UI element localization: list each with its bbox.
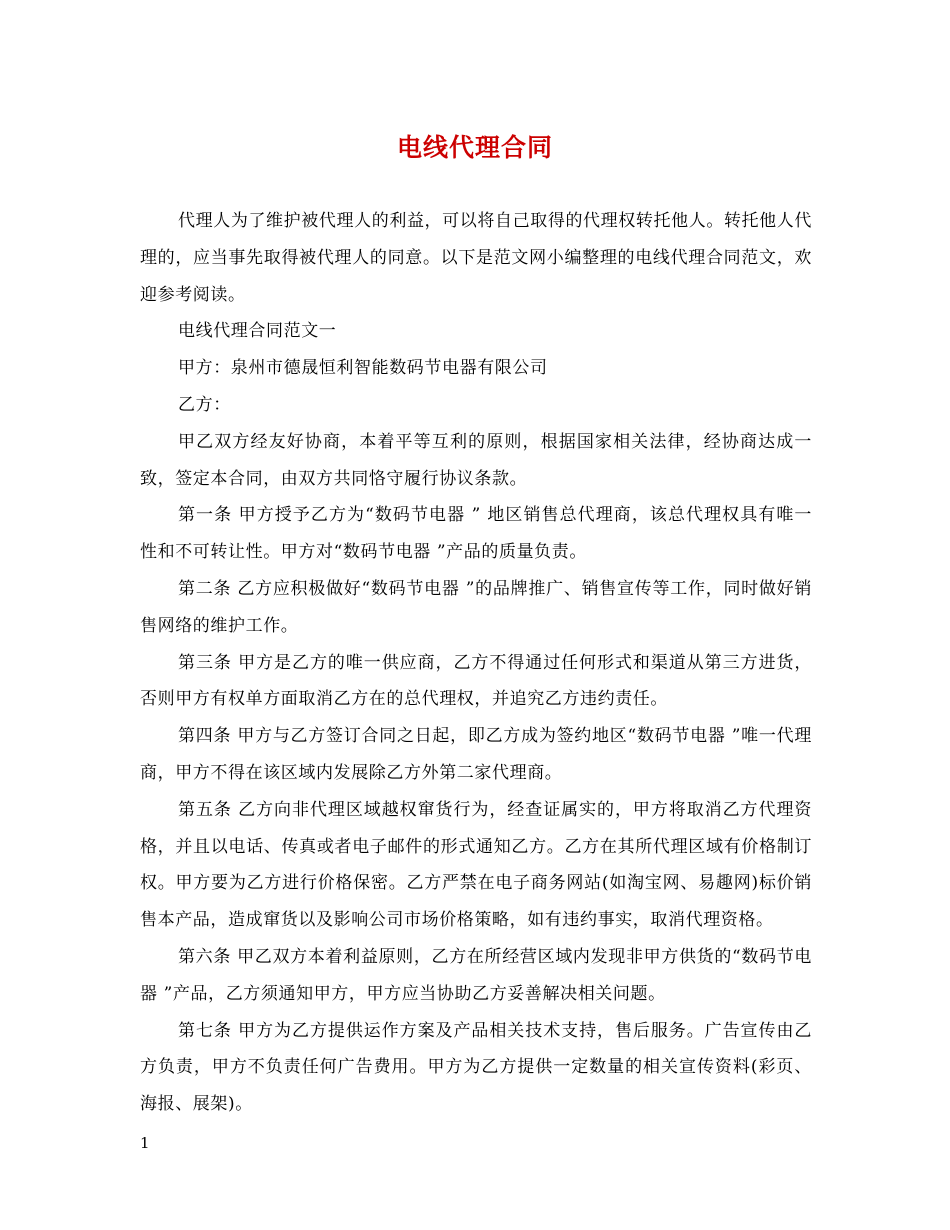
section-heading: 电线代理合同范文一 [178,321,337,342]
article-5: 第五条 乙方向非代理区域越权窜货行为，经查证属实的，甲方将取消乙方代理资格，并且以电话、传真或者电子邮件的形式通知乙方。乙方在其所代理区域有价格制订权。甲方要为乙方进行价格保密。乙方严禁在电子商务网站(如淘宝网、易趣网)标价销售本产品，造成窜货以及影响公司市场价格策略，如有违约事实，取消代理资格。 [140,799,812,931]
article-4: 第四条 甲方与乙方签订合同之日起，即乙方成为签约地区“数码节电器 ”唯一代理商，甲方不得在该区域内发展除乙方外第二家代理商。 [140,726,812,783]
page-number: 1 [140,1134,150,1152]
document-body [140,203,812,1123]
preamble-paragraph: 甲乙双方经友好协商，本着平等互利的原则，根据国家相关法律，经协商达成一致，签定本合同，由双方共同恪守履行协议条款。 [140,431,812,489]
article-2: 第二条 乙方应积极做好“数码节电器 ”的品牌推广、销售宣传等工作，同时做好销售网络的维护工作。 [140,578,812,636]
article-7: 第七条 甲方为乙方提供运作方案及产品相关技术支持，售后服务。广告宣传由乙方负责，甲方不负责任何广告费用。甲方为乙方提供一定数量的相关宣传资料(彩页、海报、展架)。 [140,1020,812,1115]
article-3: 第三条 甲方是乙方的唯一供应商，乙方不得通过任何形式和渠道从第三方进货，否则甲方有权单方面取消乙方在的总代理权，并追究乙方违约责任。 [140,652,812,710]
article-1: 第一条 甲方授予乙方为“数码节电器 ” 地区销售总代理商，该总代理权具有唯一性和不可转让性。甲方对“数码节电器 ”产品的质量负责。 [140,505,812,563]
party-a-line: 甲方：泉州市德晟恒利智能数码节电器有限公司 [178,358,548,379]
article-6: 第六条 甲乙双方本着利益原则，乙方在所经营区域内发现非甲方供货的“数码节电器 ”产品，乙方须通知甲方，甲方应当协助乙方妥善解决相关问题。 [140,946,812,1004]
intro-paragraph: 代理人为了维护被代理人的利益，可以将自己取得的代理权转托他人。转托他人代理的，应当事先取得被代理人的同意。以下是范文网小编整理的电线代理合同范文，欢迎参考阅读。 [140,211,812,305]
party-b-line: 乙方： [178,394,231,415]
document-title: 电线代理合同 [396,133,553,162]
